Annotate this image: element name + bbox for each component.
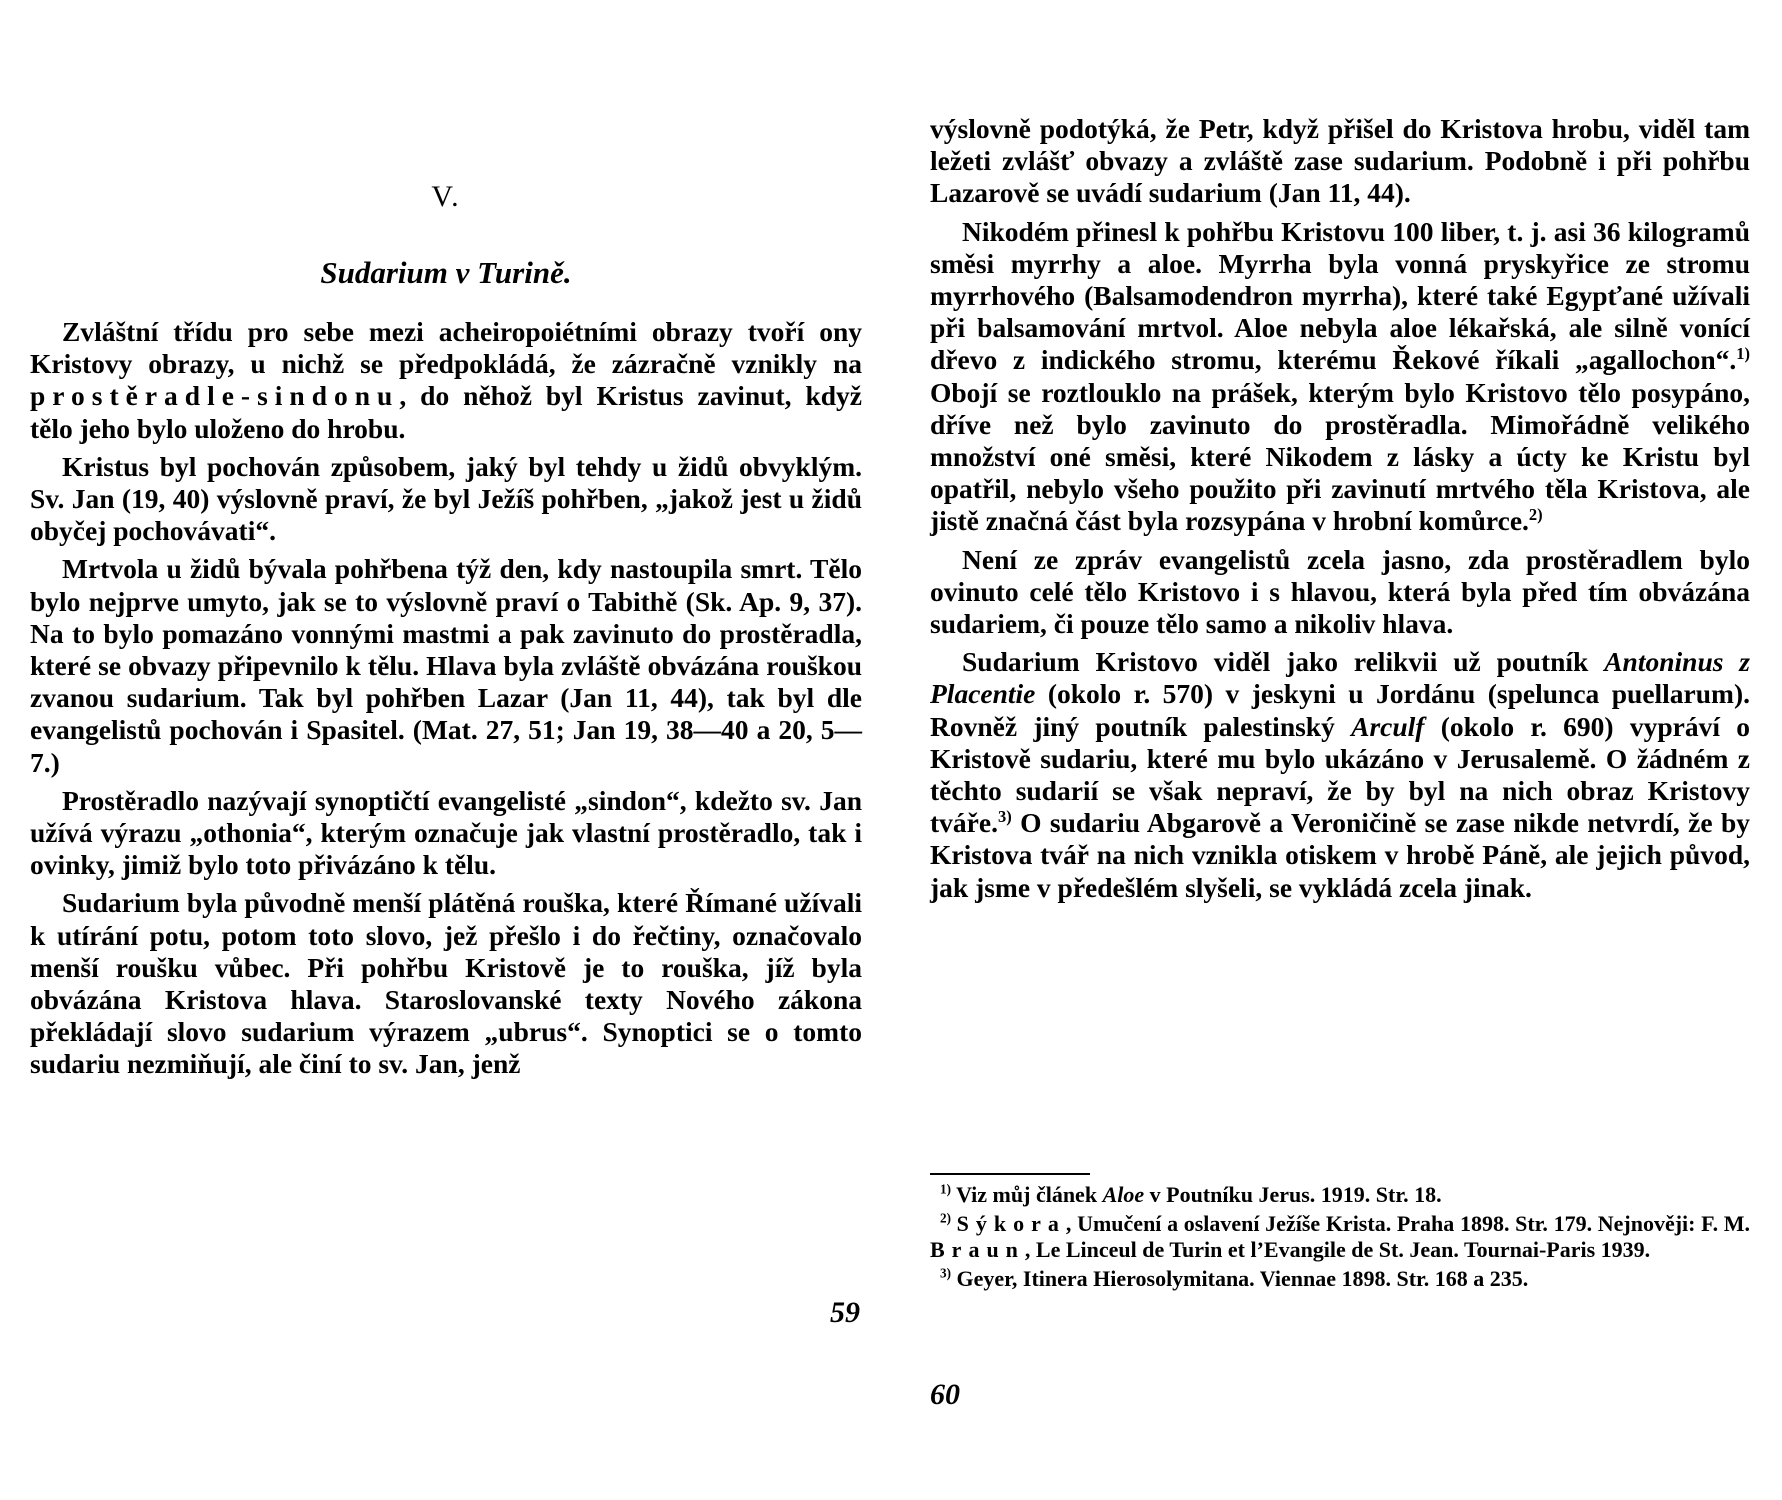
footnote-marker: 3) (940, 1265, 951, 1281)
paragraph: Zvláštní třídu pro sebe mezi acheiropoiétními obrazy tvoří ony Kristovy obrazy, u nichž se předpokládá, že zázračně vznikly na prostěradle-sindonu, do něhož byl Kristus zavinut, když tělo jeho bylo uloženo do hrobu. (30, 316, 862, 444)
paragraph: Sudarium Kristovo viděl jako relikvii už poutník Antoninus z Placentie (okolo r. 570) v jeskyni u Jordánu (spelunca puellarum). Rovněž jiný poutník palestinský Arculf (okolo r. 690) vypráví o Kristově sudariu, které mu bylo ukázáno v Jerusalemě. O žádném z těchto sudarií se však nepraví, že by byl na nich obraz Kristovy tváře.$^{3)}$ O sudariu Abgarově a Veroničině se zase nikde netvrdí, že by Kristova tvář na nich vznikla otiskem v hrobě Páně, ale jejich původ, jak jsme v předešlém slyšeli, se vykládá zcela jinak. (930, 646, 1750, 903)
page-number: 59 (830, 1296, 860, 1329)
footnote-marker: 2) (1528, 505, 1543, 525)
paragraph: Nikodém přinesl k pohřbu Kristovu 100 liber, t. j. asi 36 kilogramů směsi myrrhy a aloe. Myrrha byla vonná pryskyřice ze stromu myrrhového (Balsamodendron myrrha), které také Egypťané užívali při balsamování mrtvol. Aloe nebyla aloe lékařská, ale silně vonící dřevo z indického stromu, kterému Řekové říkali „agallochon“.$^{1)}$ Obojí se roztlouklo na prášek, kterým bylo Kristovo tělo posypáno, dříve než bylo zavinuto do prostěradla. Mimořádně velikého množství oné směsi, které Nikodem z lásky a úcty ke Kristu byl opatřil, nebylo všeho použito při zavinutí mrtvého těla Kristova, ale jistě značná část byla rozsypána v hrobní komůrce.$^{2)}$ (930, 215, 1750, 537)
paragraph: Sudarium byla původně menší plátěná rouška, které Římané užívali k utírání potu, potom toto slovo, jež přešlo i do řečtiny, označovalo menší roušku vůbec. Při pohřbu Kristově je to rouška, jíž byla obvázána Kristova hlava. Staroslovanské texty Nového zákona překládají slovo sudarium výrazem „ubrus“. Synoptici se o tomto sudariu nezmiňují, ale činí to sv. Jan, jenž (30, 887, 862, 1080)
footnote-marker: 3) (997, 807, 1012, 827)
paragraph: Není ze zpráv evangelistů zcela jasno, zda prostěradlem bylo ovinuto celé tělo Kristovo i s hlavou, která byla před tím obvázána sudariem, či pouze tělo samo a nikoliv hlava. (930, 543, 1750, 640)
footnote-marker: 2) (940, 1210, 951, 1226)
footnote: $^{2)}$ Sýkora, Umučení a oslavení Ježíše Krista. Praha 1898. Str. 179. Nejnověji: F. M. Braun, Le Linceul de Turin et l’Evangile de St. Jean. Tournai-Paris 1939. (930, 1210, 1750, 1262)
page-number: 60 (930, 1378, 960, 1411)
chapter-title: Sudarium v Turině. (320, 255, 572, 290)
footnote-marker: 1) (1736, 344, 1750, 364)
italic-term: Arculf (1351, 710, 1425, 742)
spaced-term: prostěradle-sindonu (30, 380, 400, 412)
italic-term: Antoninus z Placentie (930, 646, 1750, 710)
italic-term: Aloe (1102, 1182, 1145, 1207)
footnotes (930, 1182, 1750, 1292)
spaced-term: Sýkora (956, 1211, 1066, 1236)
spaced-term: Braun (930, 1237, 1025, 1262)
left-body-text (30, 316, 862, 1081)
footnote-marker: 1) (940, 1181, 951, 1197)
paragraph: Mrtvola u židů bývala pohřbena týž den, kdy nastoupila smrt. Tělo bylo nejprve umyto, jak se to výslovně praví o Tabithě (Sk. Ap. 9, 37). Na to bylo pomazáno vonnými mastmi a pak zavinuto do prostěradla, které se obvazy připevnilo k tělu. Hlava byla zvláště obvázána rouškou zvanou sudarium. Tak byl pohřben Lazar (Jan 11, 44), tak byl dle evangelistů pochován i Spasitel. (Mat. 27, 51; Jan 19, 38—40 a 20, 5—7.) (30, 553, 862, 778)
paragraph: výslovně podotýká, že Petr, když přišel do Kristova hrobu, viděl tam ležeti zvlášť obvazy a zvláště zase sudarium. Podobně i při pohřbu Lazarově se uvádí sudarium (Jan 11, 44). (930, 113, 1750, 209)
footnote: $^{3)}$ Geyer, Itinera Hierosolymitana. Viennae 1898. Str. 168 a 235. (940, 1265, 1529, 1291)
paragraph: Prostěradlo nazývají synoptičtí evangelisté „sindon“, kdežto sv. Jan užívá výrazu „othonia“, kterým označuje jak vlastní prostěradlo, tak i ovinky, jimiž bylo toto přivázáno k tělu. (30, 784, 862, 881)
footnote: $^{1)}$ Viz můj článek Aloe v Poutníku Jerus. 1919. Str. 18. (940, 1181, 1442, 1207)
chapter-number: V. (431, 180, 461, 213)
paragraph: Kristus byl pochován způsobem, jaký byl tehdy u židů obvyklým. Sv. Jan (19, 40) výslovně praví, že byl Ježíš pohřben, „jakož jest u židů obyčej pochovávati“. (30, 450, 862, 547)
footnote-divider (930, 1173, 1090, 1175)
right-body-text (930, 113, 1750, 904)
